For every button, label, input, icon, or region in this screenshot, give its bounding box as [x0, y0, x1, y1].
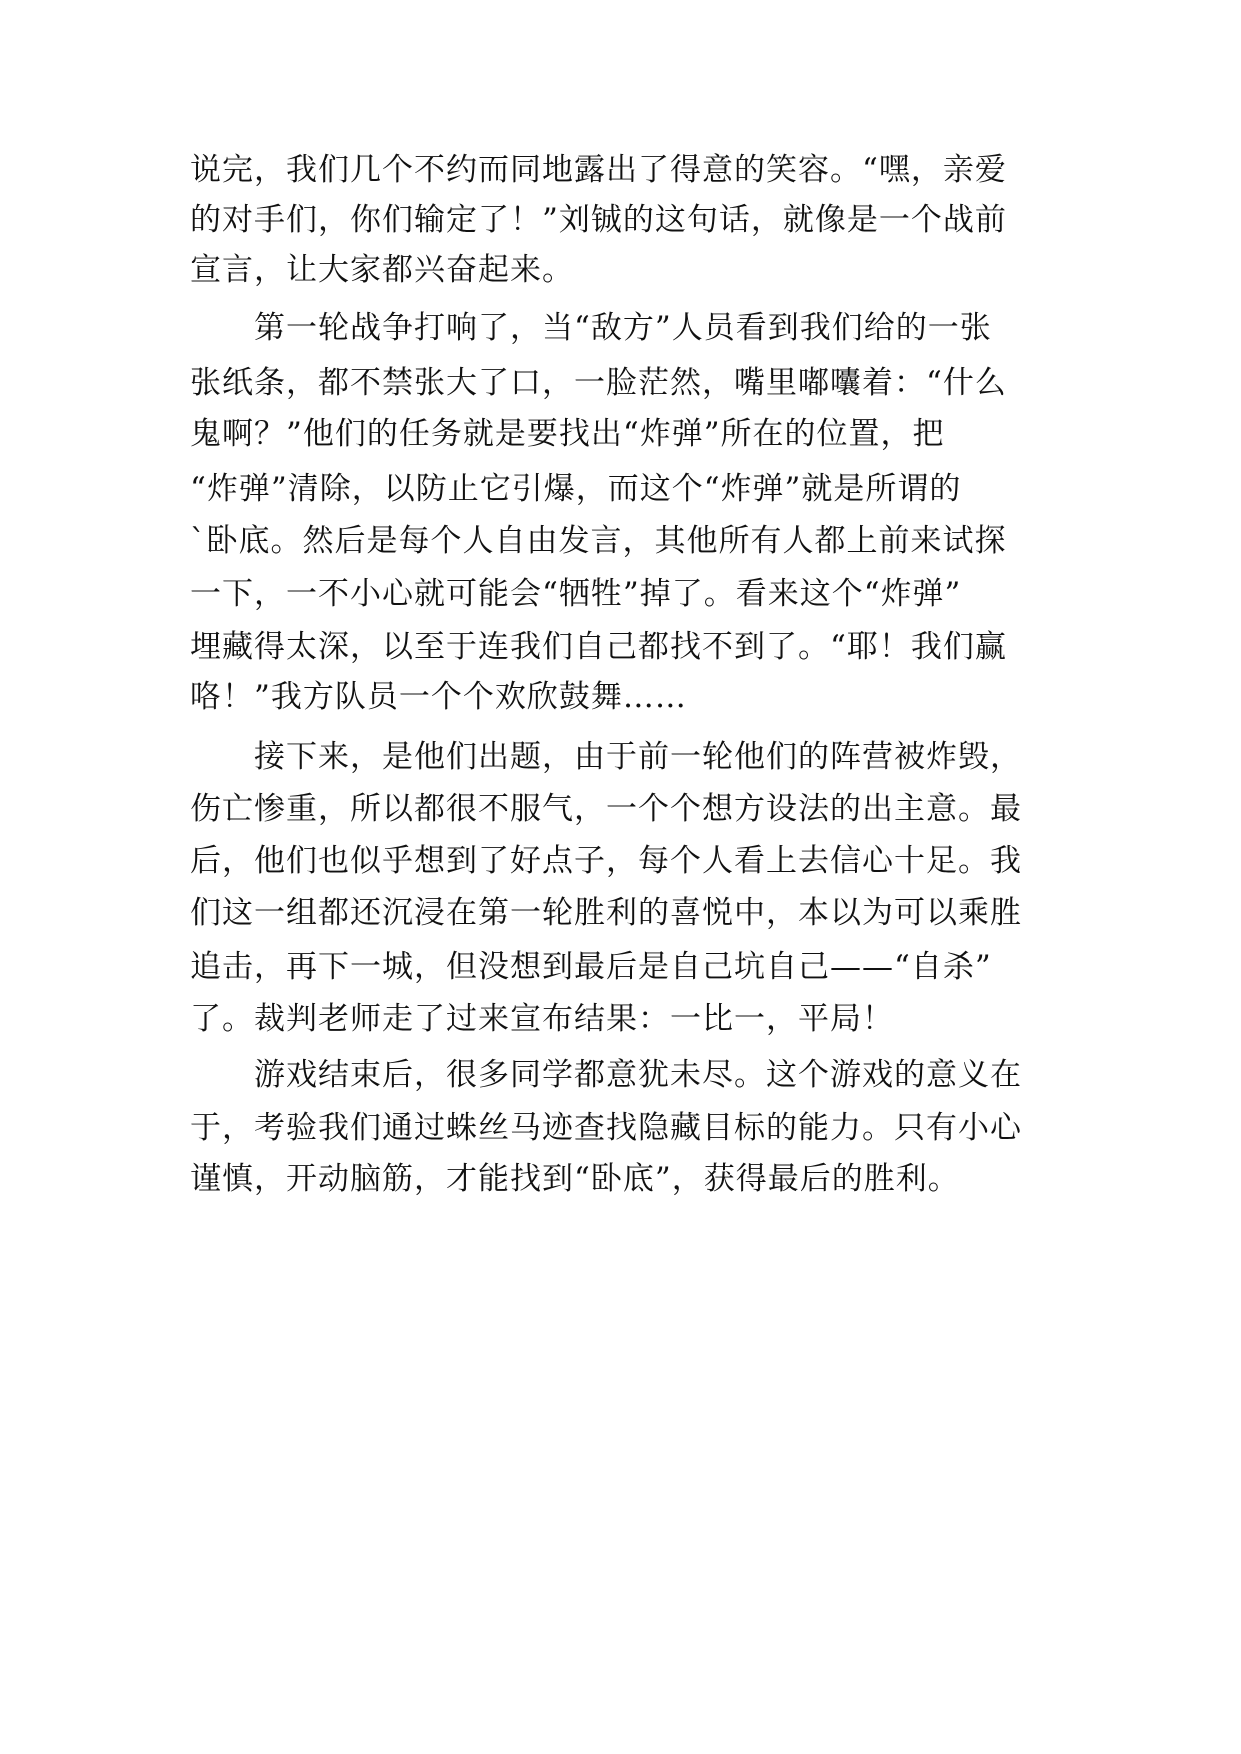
- paragraph-line: 伤亡惨重，所以都很不服气，一个个想方设法的出主意。最: [190, 791, 1022, 827]
- paragraph-line: 游戏结束后，很多同学都意犹未尽。这个游戏的意义在: [254, 1057, 1022, 1093]
- paragraph-line: 宣言，让大家都兴奋起来。: [190, 252, 574, 288]
- paragraph-line: 的对手们，你们输定了！”刘铖的这句话，就像是一个战前: [190, 202, 1007, 238]
- paragraph-line: 于，考验我们通过蛛丝马迹查找隐藏目标的能力。只有小心: [190, 1110, 1022, 1146]
- paragraph-line: 鬼啊？”他们的任务就是要找出“炸弹”所在的位置，把: [190, 416, 945, 452]
- paragraph-line: 接下来，是他们出题，由于前一轮他们的阵营被炸毁，: [254, 739, 1022, 775]
- paragraph-line: 说完，我们几个不约而同地露出了得意的笑容。“嘿，亲爱: [190, 152, 1007, 188]
- paragraph-line: 第一轮战争打响了，当“敌方”人员看到我们给的一张: [254, 310, 992, 346]
- paragraph-line: “炸弹”清除，以防止它引爆，而这个“炸弹”就是所谓的: [190, 471, 962, 507]
- paragraph-line: 埋藏得太深，以至于连我们自己都找不到了。“耶！我们赢: [190, 629, 1007, 665]
- paragraph-line: 追击，再下一城，但没想到最后是自己坑自己——“自杀”: [190, 949, 992, 985]
- paragraph-line: `卧底。然后是每个人自由发言，其他所有人都上前来试探: [190, 523, 1007, 559]
- paragraph-line: 一下，一不小心就可能会“牺牲”掉了。看来这个“炸弹”: [190, 576, 962, 612]
- paragraph-line: 后，他们也似乎想到了好点子，每个人看上去信心十足。我: [190, 843, 1022, 879]
- paragraph-line: 张纸条，都不禁张大了口，一脸茫然，嘴里嘟囔着：“什么: [190, 365, 1007, 401]
- paragraph-line: 了。裁判老师走了过来宣布结果：一比一，平局！: [190, 1001, 894, 1037]
- paragraph-line: 咯！”我方队员一个个欢欣鼓舞……: [190, 679, 687, 715]
- paragraph-line: 谨慎，开动脑筋，才能找到“卧底”，获得最后的胜利。: [190, 1161, 960, 1197]
- paragraph-line: 们这一组都还沉浸在第一轮胜利的喜悦中，本以为可以乘胜: [190, 895, 1022, 931]
